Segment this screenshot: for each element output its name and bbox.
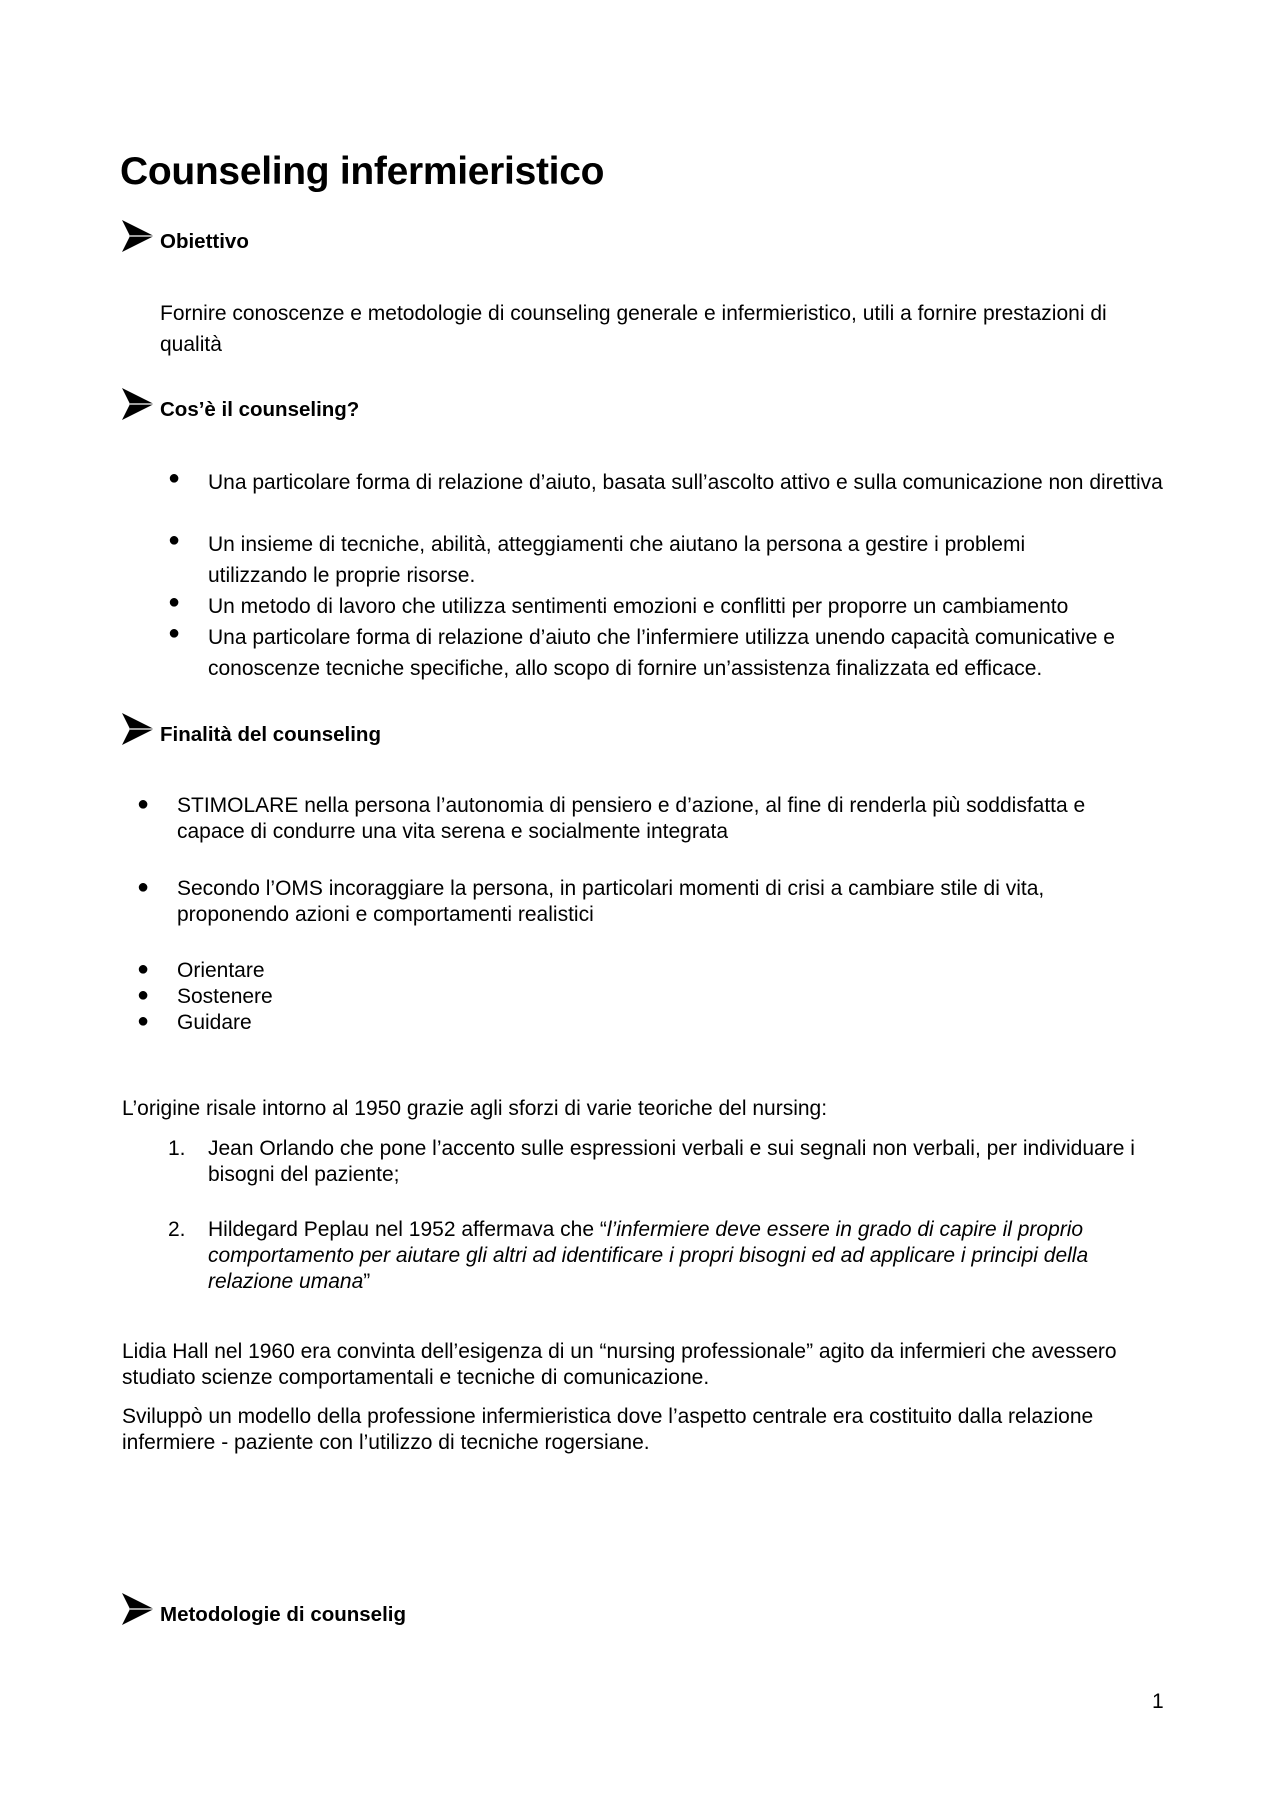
arrowhead-bullet-icon <box>120 1591 156 1627</box>
heading-label: Metodologie di counselig <box>160 1603 406 1626</box>
round-bullet-icon: ● <box>168 591 181 613</box>
round-bullet-icon: ● <box>168 467 181 489</box>
paragraph-sviluppo: Sviluppò un modello della professione infermieristica dove l’aspetto centrale era costituito dalla relazione infermiere - paziente con l’utilizzo di tecniche rogersiane. <box>122 1405 1094 1454</box>
arrowhead-bullet-icon <box>120 386 156 422</box>
heading-label: Cos’è il counseling? <box>160 398 360 421</box>
heading-label: Obiettivo <box>160 230 249 253</box>
quote-italic: l’infermiere deve essere in grado di capire il proprio comportamento per aiutare gli altri ad identificare i propri bisogni ed ad applicare i principi della relazione umana <box>208 1218 1089 1293</box>
heading-label: Finalità del counseling <box>160 723 381 746</box>
round-bullet-icon: ● <box>137 984 150 1006</box>
round-bullet-icon: ● <box>137 793 150 815</box>
round-bullet-icon: ● <box>137 1010 150 1032</box>
obiettivo-body: Fornire conoscenze e metodologie di counseling generale e infermieristico, utili a fornire prestazioni di qualità <box>160 302 1107 356</box>
round-bullet-icon: ● <box>137 958 150 980</box>
round-bullet-icon: ● <box>137 876 150 898</box>
page-title: Counseling infermieristico <box>120 150 605 193</box>
round-bullet-icon: ● <box>168 529 181 551</box>
arrowhead-bullet-icon <box>120 711 156 747</box>
document-page: Counseling infermieristico Obiettivo Fornire conoscenze e metodologie di counseling generale e infermieristico, utili a fornire prestazioni di qualità Cos’è il counseling? ● Una particolare forma di relazione d’aiuto, basata sull’ascolto attivo e sulla comunicazione non direttiva ● Un insieme di tecniche, abilità, atteggiamenti che aiutano la persona a gestire i problemi utilizzando le proprie risorse. ● Un metodo di lavoro che utilizza sentimenti emozioni e conflitti per proporre un cambiamento ● Una particolare forma di relazione d’aiuto che l’infermiere utilizza unendo capacità comunicative e conoscenze tecniche specifiche, allo scopo di fornire un’assistenza finalizzata ed efficace. Finalità del counseling ● STIMOLARE nella persona l’autonomia di pensiero e d’azione, al fine di renderla più soddisfatta e capace di condurre una vita serena e socialmente integrata ● Secondo l’OMS incoraggiare la persona, in particolari momenti di crisi a cambiare stile di vita, proponendo azioni e comportamenti realistici ● Orientare ● Sostenere ● Guidare L’origine risale intorno al 1950 grazie agli sforzi di varie teoriche del nursing: 1. Jean Orlando che pone l’accento sulle espressioni verbali e sui segnali non verbali, per individuare i bisogni del paziente; 2. Hildegard Peplau nel 1952 affermava che “l’infermiere deve essere in grado di capire il proprio comportamento per aiutare gli altri ad identificare i propri bisogni ed ad applicare i principi della relazione umana” Lidia Hall nel 1960 era convinta dell’esigenza di un “nursing professionale” agito da infermieri che avessero studiato scienze comportamentali e tecniche di comunicazione. Sviluppò un modello della professione infermieristica dove l’aspetto centrale era costituito dalla relazione infermiere - paziente con l’utilizzo di tecniche rogersiane. Metodologie di counselig 1 <box>120 150 1164 1713</box>
paragraph-hall: Lidia Hall nel 1960 era convinta dell’esigenza di un “nursing professionale” agito da infermieri che avessero studiato scienze comportamentali e tecniche di comunicazione. <box>122 1340 1117 1389</box>
arrowhead-bullet-icon <box>120 218 156 254</box>
round-bullet-icon: ● <box>168 622 181 644</box>
origine-intro: L’origine risale intorno al 1950 grazie agli sforzi di varie teoriche del nursing: <box>122 1097 828 1120</box>
page-number: 1 <box>1152 1690 1164 1713</box>
